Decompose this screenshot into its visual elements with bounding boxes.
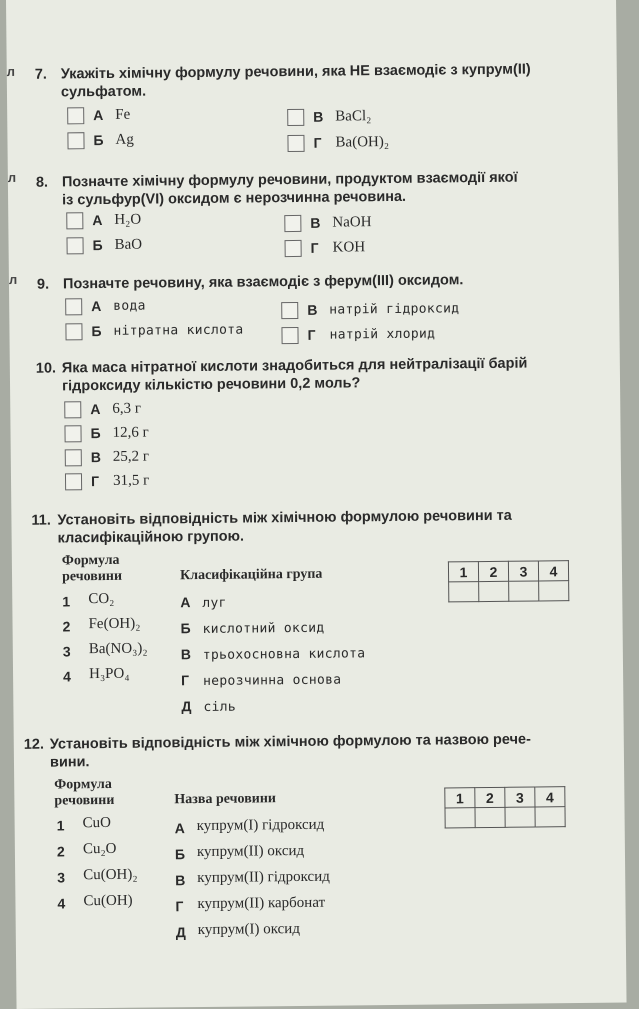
group-letter: Д bbox=[181, 698, 192, 715]
option-value: NaOH bbox=[332, 213, 372, 231]
option-letter: Б bbox=[90, 425, 101, 442]
name-letter: Г bbox=[175, 898, 184, 915]
question-text-line1: Укажіть хімічну формулу речовини, яка НЕ взаємодіє з купрум(II) bbox=[60, 61, 531, 83]
question-text-line2: сульфатом. bbox=[60, 83, 147, 101]
margin-mark: л bbox=[7, 169, 17, 185]
option-value: KOH bbox=[332, 238, 366, 256]
question-number: 7. bbox=[34, 66, 47, 83]
question-text-line2: вини. bbox=[49, 754, 90, 771]
answer-cell[interactable] bbox=[475, 807, 505, 827]
option-a[interactable] bbox=[66, 210, 141, 231]
option-value: H₂O bbox=[114, 211, 142, 228]
question-number: 12. bbox=[23, 736, 45, 753]
option-value: 12,6 г bbox=[112, 424, 149, 441]
group-text: трьохосновна кислота bbox=[202, 646, 366, 663]
answer-cell[interactable] bbox=[445, 808, 475, 828]
question-text-line2: гідроксиду кількістю речовини 0,2 моль? bbox=[61, 375, 361, 395]
question-10 bbox=[36, 354, 611, 396]
question-text-line2: класифікаційною групою. bbox=[57, 528, 245, 547]
option-v[interactable] bbox=[287, 106, 371, 127]
option-value: натрій гідроксид bbox=[329, 300, 460, 318]
column-header-formula: Формула речовини bbox=[61, 552, 123, 585]
option-letter: Б bbox=[91, 323, 102, 340]
option-letter: А bbox=[91, 298, 102, 315]
question-text-line1: Яка маса нітратної кислоти знадобиться для нейтралізації барій bbox=[61, 355, 528, 377]
margin-mark: л bbox=[8, 271, 18, 287]
question-12 bbox=[24, 730, 614, 772]
answer-checkbox[interactable] bbox=[285, 239, 302, 256]
group-text: луг bbox=[202, 595, 227, 611]
option-value: 6,3 г bbox=[112, 400, 142, 417]
answer-checkbox[interactable] bbox=[284, 214, 301, 231]
question-number: 9. bbox=[36, 276, 50, 293]
option-value: Ag bbox=[115, 131, 134, 148]
row-number: 2 bbox=[56, 843, 65, 860]
option-value: 25,2 г bbox=[112, 448, 150, 465]
question-text-line1: Позначте хімічну формулу речовини, продуктом взаємодії якої bbox=[61, 169, 518, 191]
answer-grid-header: 1 bbox=[445, 788, 475, 808]
name-text: купрум(II) карбонат bbox=[197, 894, 326, 913]
group-letter: В bbox=[180, 646, 192, 663]
group-letter: А bbox=[180, 594, 191, 611]
answer-grid-header: 3 bbox=[508, 561, 538, 581]
name-letter: Б bbox=[174, 846, 186, 863]
option-value: 31,5 г bbox=[112, 472, 150, 489]
option-letter: В bbox=[313, 108, 324, 125]
option-g[interactable] bbox=[281, 324, 435, 346]
option-value: вода bbox=[113, 298, 146, 314]
answer-checkbox[interactable] bbox=[281, 326, 298, 343]
answer-checkbox[interactable] bbox=[67, 132, 84, 149]
option-g[interactable] bbox=[285, 237, 366, 258]
answer-checkbox[interactable] bbox=[64, 425, 81, 442]
question-8 bbox=[36, 168, 611, 210]
name-letter: Д bbox=[175, 924, 186, 941]
question-number: 10. bbox=[35, 360, 57, 377]
option-a[interactable] bbox=[67, 105, 130, 126]
row-number: 3 bbox=[62, 643, 71, 660]
option-letter: В bbox=[310, 214, 321, 231]
option-value: Fe bbox=[115, 106, 131, 123]
answer-grid bbox=[444, 786, 565, 828]
option-b[interactable] bbox=[66, 235, 142, 256]
option-v[interactable] bbox=[65, 447, 149, 468]
option-value: натрій хлорид bbox=[329, 326, 436, 343]
answer-checkbox[interactable] bbox=[64, 401, 81, 418]
question-text-line1: Установіть відповідність між хімічною формулою речовини та bbox=[57, 507, 512, 529]
option-value: BaCl₂ bbox=[335, 107, 372, 125]
option-b[interactable] bbox=[64, 423, 148, 444]
option-value: нітратна кислота bbox=[113, 322, 244, 339]
column-header-formula: Формула речовини bbox=[54, 776, 115, 809]
option-v[interactable] bbox=[281, 298, 459, 320]
option-letter: Г bbox=[307, 326, 316, 343]
option-letter: В bbox=[307, 301, 318, 318]
option-letter: Б bbox=[92, 237, 103, 254]
question-text-line2: із сульфур(VI) оксидом є нерозчинна речовина. bbox=[62, 188, 407, 209]
option-letter: Б bbox=[93, 131, 104, 149]
answer-grid-header: 3 bbox=[505, 787, 535, 807]
workbook-page bbox=[6, 0, 627, 1009]
answer-grid-header: 4 bbox=[535, 787, 565, 807]
question-11 bbox=[31, 506, 611, 548]
answer-checkbox[interactable] bbox=[66, 237, 83, 254]
question-text-line1: Позначте речовину, яка взаємодіє з ферум(III) оксидом. bbox=[62, 272, 464, 293]
answer-grid-header: 2 bbox=[478, 561, 508, 581]
answer-checkbox[interactable] bbox=[66, 212, 83, 229]
answer-grid-header: 2 bbox=[475, 787, 505, 807]
answer-checkbox[interactable] bbox=[65, 473, 82, 490]
row-number: 3 bbox=[57, 869, 66, 886]
formula: Cu(OH)₂ bbox=[83, 866, 138, 884]
formula: Ba(NO₃)₂ bbox=[88, 640, 148, 658]
answer-grid-header: 4 bbox=[538, 561, 568, 581]
question-7 bbox=[35, 60, 610, 102]
answer-checkbox[interactable] bbox=[287, 108, 304, 125]
option-g[interactable] bbox=[287, 132, 389, 153]
question-number: 8. bbox=[35, 174, 49, 191]
answer-cell[interactable] bbox=[509, 581, 539, 601]
option-letter: В bbox=[90, 449, 101, 466]
option-letter: Г bbox=[313, 134, 322, 151]
answer-cell[interactable] bbox=[505, 807, 535, 827]
name-text: купрум(II) оксид bbox=[196, 842, 305, 861]
formula: Cu₂O bbox=[82, 840, 117, 858]
option-v[interactable] bbox=[284, 212, 371, 233]
option-value: Ba(OH)₂ bbox=[335, 133, 390, 151]
row-number: 1 bbox=[62, 593, 71, 610]
option-letter: А bbox=[92, 212, 103, 229]
option-g[interactable] bbox=[65, 471, 149, 492]
option-letter: А bbox=[93, 106, 104, 124]
name-text: купрум(I) гідроксид bbox=[196, 816, 325, 835]
name-letter: А bbox=[174, 820, 185, 837]
option-a[interactable] bbox=[65, 296, 146, 317]
answer-cell[interactable] bbox=[449, 582, 479, 602]
formula: Fe(OH)₂ bbox=[88, 615, 141, 633]
question-number: 11. bbox=[31, 512, 51, 529]
answer-checkbox[interactable] bbox=[67, 107, 84, 124]
answer-checkbox[interactable] bbox=[65, 298, 82, 315]
row-number: 2 bbox=[62, 618, 71, 635]
question-text-line1: Установіть відповідність між хімічною формулою та назвою рече- bbox=[49, 731, 531, 753]
row-number: 4 bbox=[63, 668, 71, 685]
answer-cell[interactable] bbox=[539, 581, 569, 601]
formula: CO₂ bbox=[88, 590, 115, 608]
name-text: купрум(I) оксид bbox=[197, 920, 300, 939]
formula: Cu(OH) bbox=[83, 892, 133, 910]
margin-mark: л bbox=[6, 63, 16, 79]
answer-checkbox[interactable] bbox=[65, 449, 82, 466]
column-header-name: Назва речовини bbox=[174, 791, 277, 808]
column-header-group: Класифікаційна група bbox=[179, 566, 323, 584]
group-text: кислотний оксид bbox=[202, 620, 325, 637]
formula: H₃PO₄ bbox=[88, 665, 130, 683]
option-value: BaO bbox=[114, 236, 143, 253]
row-number: 1 bbox=[56, 817, 65, 834]
group-letter: Г bbox=[181, 672, 190, 689]
answer-grid-header: 1 bbox=[448, 562, 478, 582]
option-letter: А bbox=[90, 401, 101, 418]
answer-checkbox[interactable] bbox=[281, 301, 298, 318]
name-text: купрум(II) гідроксид bbox=[197, 868, 330, 887]
answer-cell[interactable] bbox=[479, 581, 509, 601]
row-number: 4 bbox=[57, 895, 66, 912]
group-text: сіль bbox=[203, 699, 237, 715]
option-b[interactable] bbox=[65, 320, 243, 342]
option-a[interactable] bbox=[64, 399, 141, 420]
name-letter: В bbox=[175, 872, 186, 889]
answer-checkbox[interactable] bbox=[65, 323, 82, 340]
option-b[interactable] bbox=[67, 130, 134, 151]
option-letter: Г bbox=[90, 473, 100, 490]
answer-checkbox[interactable] bbox=[287, 134, 304, 151]
formula: CuO bbox=[82, 814, 112, 832]
group-text: нерозчинна основа bbox=[203, 672, 342, 689]
option-letter: Г bbox=[310, 239, 319, 256]
question-9 bbox=[37, 270, 612, 294]
answer-cell[interactable] bbox=[535, 807, 565, 827]
answer-grid bbox=[448, 560, 569, 602]
group-letter: Б bbox=[180, 620, 191, 637]
